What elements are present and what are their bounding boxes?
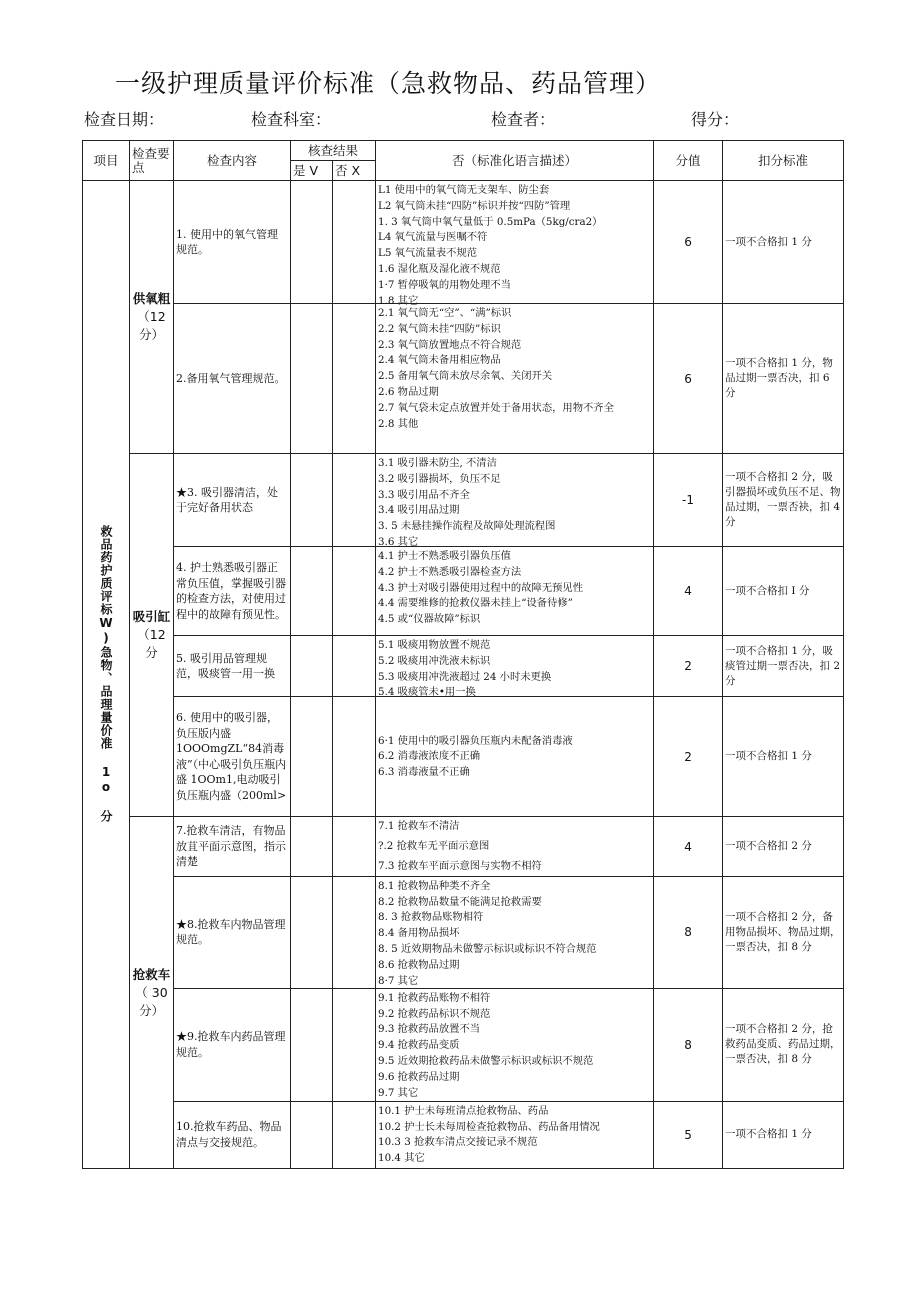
- check-yes-cell[interactable]: [291, 876, 333, 988]
- page-title: 一级护理质量评价标准（急救物品、药品管理）: [115, 69, 662, 98]
- row-score: 4: [654, 547, 723, 636]
- row-deduct: 一项不合格扣 I 分: [723, 547, 844, 636]
- check-no-cell[interactable]: [333, 876, 376, 988]
- evaluation-table: [82, 140, 844, 1169]
- row-deduct: 一项不合格扣 1 分: [723, 181, 844, 304]
- group-name: 供氧粗: [132, 291, 171, 306]
- table-row: [83, 547, 844, 636]
- check-no-cell[interactable]: [333, 817, 376, 876]
- row-deduct: 一项不合格扣 2 分，吸引器损坏或负压不足、物品过期，一票否袂，扣 4 分: [723, 454, 844, 547]
- table-row: [83, 876, 844, 988]
- row-deduct: 一项不合格扣 2 分: [723, 817, 844, 876]
- check-yes-cell[interactable]: [291, 1101, 333, 1168]
- header-yes: 是 V: [291, 161, 333, 181]
- row-score: -1: [654, 454, 723, 547]
- row-deduct: 一项不合格扣 1 分，物品过期一票否决，扣 6 分: [723, 304, 844, 454]
- row-deduct: 一项不合格扣 2 分，备用物品损坏、物品过期，一票否决，扣 8 分: [723, 876, 844, 988]
- table-row: [83, 636, 844, 697]
- check-yes-cell[interactable]: [291, 988, 333, 1101]
- score-total-label: 得分：: [691, 110, 740, 129]
- row-desc: 2.1 氧气筒无“空”、“满”标识 2.2 氧气筒未挂“四防”标识 2.3 氧气筒放置地点不符合规范 2.4 氧气筒未备用相应物品 2.5 备用氧气筒未放尽余氧、关闭开关 2.6 物品过期 2.7 氧气袋未定点放置并处于备用状态，用物不齐全 2.8 其他: [376, 304, 654, 454]
- row-score: 6: [654, 304, 723, 454]
- header-row: [83, 141, 844, 161]
- check-no-cell[interactable]: [333, 304, 376, 454]
- row-desc: 6·1 使用中的吸引器负压瓶内未配备消毒液 6.2 消毒液浓度不正确 6.3 消毒液量不正确: [376, 697, 654, 817]
- item-cell: [83, 181, 130, 1169]
- check-no-cell[interactable]: [333, 697, 376, 817]
- table-row: [83, 988, 844, 1101]
- row-content: 5. 吸引用品管理规范，吸痰管一用一换: [174, 636, 291, 697]
- header-score: 分值: [654, 141, 723, 181]
- row-score: 8: [654, 876, 723, 988]
- row-content: 2.备用氧气管理规范。: [174, 304, 291, 454]
- header-desc: 否（标准化语言描述）: [376, 141, 654, 181]
- group-suction: [130, 454, 174, 817]
- check-no-cell[interactable]: [333, 988, 376, 1101]
- inspector-label: 检查者：: [491, 110, 556, 129]
- header-content: 检查内容: [174, 141, 291, 181]
- header-deduct: 扣分标准: [723, 141, 844, 181]
- check-no-cell[interactable]: [333, 547, 376, 636]
- row-deduct: 一项不合格扣 1 分，吸痰管过期一票否决，扣 2 分: [723, 636, 844, 697]
- group-name: 抢救车: [132, 966, 171, 982]
- row-content: ★9.抢救车内药品管理规范。: [174, 988, 291, 1101]
- check-no-cell[interactable]: [333, 1101, 376, 1168]
- row-desc: 8.1 抢救物品种类不齐全 8.2 抢救物品数量不能满足抢救需要 8. 3 抢救物品账物相符 8.4 备用物品损坏 8. 5 近效期物品未做警示标识或标识不符合规范 8.6 抢救物品过期 8·7 其它: [376, 876, 654, 988]
- row-desc: 5.1 吸痰用物放置不规范 5.2 吸痰用冲洗液未标识 5.3 吸痰用冲洗液超过 24 小时未更换 5.4 吸痰管未•用一换: [376, 636, 654, 697]
- check-yes-cell[interactable]: [291, 697, 333, 817]
- group-name: 吸引缸: [132, 609, 171, 625]
- table-row: [83, 817, 844, 876]
- group-score: （ 30 分）: [135, 984, 168, 1018]
- row-deduct: 一项不合格扣 1 分: [723, 697, 844, 817]
- header-result: 核查结果: [291, 141, 376, 161]
- check-yes-cell[interactable]: [291, 817, 333, 876]
- row-score: 6: [654, 181, 723, 304]
- row-score: 2: [654, 697, 723, 817]
- row-content: ★3. 吸引器清洁，处于完好备用状态: [174, 454, 291, 547]
- table-row: [83, 304, 844, 454]
- table-row: [83, 1101, 844, 1168]
- table-row: [83, 181, 844, 304]
- row-content: 4. 护士熟悉吸引器正常负压值，掌握吸引器的检查方法，对使用过程中的故障有预见性。: [174, 547, 291, 636]
- item-name: 救品药护质评标W)急物、品理量价准 1o 分: [99, 525, 113, 824]
- table-row: [83, 454, 844, 547]
- header-no: 否 X: [333, 161, 376, 181]
- row-content: ★8.抢救车内物品管理规范。: [174, 876, 291, 988]
- row-desc: 9.1 抢救药品账物不相符 9.2 抢救药品标识不规范 9.3 抢救药品放置不当 9.4 抢救药品变质 9.5 近效期抢救药品未做警示标识或标识不规范 9.6 抢救药品过期 9.7 其它: [376, 988, 654, 1101]
- row-desc: 10.1 护士未每班清点抢救物品、药品 10.2 护士长未每周检查抢救物品、药品备用情况 10.3 3 抢救车清点交接记录不规范 10.4 其它: [376, 1101, 654, 1168]
- group-oxygen: [130, 181, 174, 454]
- row-score: 2: [654, 636, 723, 697]
- check-yes-cell[interactable]: [291, 181, 333, 304]
- row-score: 8: [654, 988, 723, 1101]
- check-no-cell[interactable]: [333, 181, 376, 304]
- row-desc: L1 使用中的氧气筒无支架车、防尘套 L2 氧气筒未挂“四防”标识并按“四防”管理 1. 3 氧气筒中氧气量低于 0.5mPa（5kg/cra2） L4 氧气流量与医嘱不符 L5 氧气流量表不规范 1.6 湿化瓶及湿化液不规范 1·7 暂停吸氧的用物处理不当 1.8 其它: [376, 181, 654, 304]
- group-score: （12分: [137, 627, 166, 661]
- row-score: 5: [654, 1101, 723, 1168]
- header-item: 项目: [83, 141, 130, 181]
- check-no-cell[interactable]: [333, 636, 376, 697]
- inspection-date-label: 检查日期：: [84, 110, 165, 129]
- table-row: [83, 697, 844, 817]
- row-score: 4: [654, 817, 723, 876]
- row-content: 10.抢救车药品、物品清点与交接规范。: [174, 1101, 291, 1168]
- check-yes-cell[interactable]: [291, 304, 333, 454]
- header-point: 检查要点: [130, 141, 174, 181]
- row-deduct: 一项不合格扣 1 分: [723, 1101, 844, 1168]
- row-content: 7.抢救车清洁，有物品放苴平面示意图，指示清楚: [174, 817, 291, 876]
- group-score: （12分）: [137, 309, 166, 342]
- row-content: 6. 使用中的吸引器，负压版内盛 1OOOmgZL“84消毒液”（中心吸引负压瓶内盛 1OOm1,电动吸引负压瓶内盛（200ml>: [174, 697, 291, 817]
- check-yes-cell[interactable]: [291, 636, 333, 697]
- row-desc: 4.1 护士不熟悉吸引器负压值 4.2 护士不熟悉吸引器检查方法 4.3 护士对吸引器使用过程中的故障无预见性 4.4 需要维修的抢救仪器未挂上“设备待修” 4.5 或“仪器故障”标识: [376, 547, 654, 636]
- row-desc: 3.1 吸引器未防尘, 不清洁 3.2 吸引器损坏，负压不足 3.3 吸引用品不齐全 3.4 吸引用品过期 3. 5 未悬挂操作流程及故障处理流程图 3.6 其它: [376, 454, 654, 547]
- check-yes-cell[interactable]: [291, 454, 333, 547]
- group-cart: [130, 817, 174, 1169]
- row-content: 1. 使用中的氧气管理规范。: [174, 181, 291, 304]
- check-no-cell[interactable]: [333, 454, 376, 547]
- inspection-dept-label: 检查科室：: [251, 110, 332, 129]
- row-deduct: 一项不合格扣 2 分，抢救药品变质、药品过期，一票否决，扣 8 分: [723, 988, 844, 1101]
- row-desc: 7.1 抢救车不清洁 ?.2 抢救车无平面示意图 7.3 抢救车平面示意图与实物不相符: [376, 817, 654, 876]
- check-yes-cell[interactable]: [291, 547, 333, 636]
